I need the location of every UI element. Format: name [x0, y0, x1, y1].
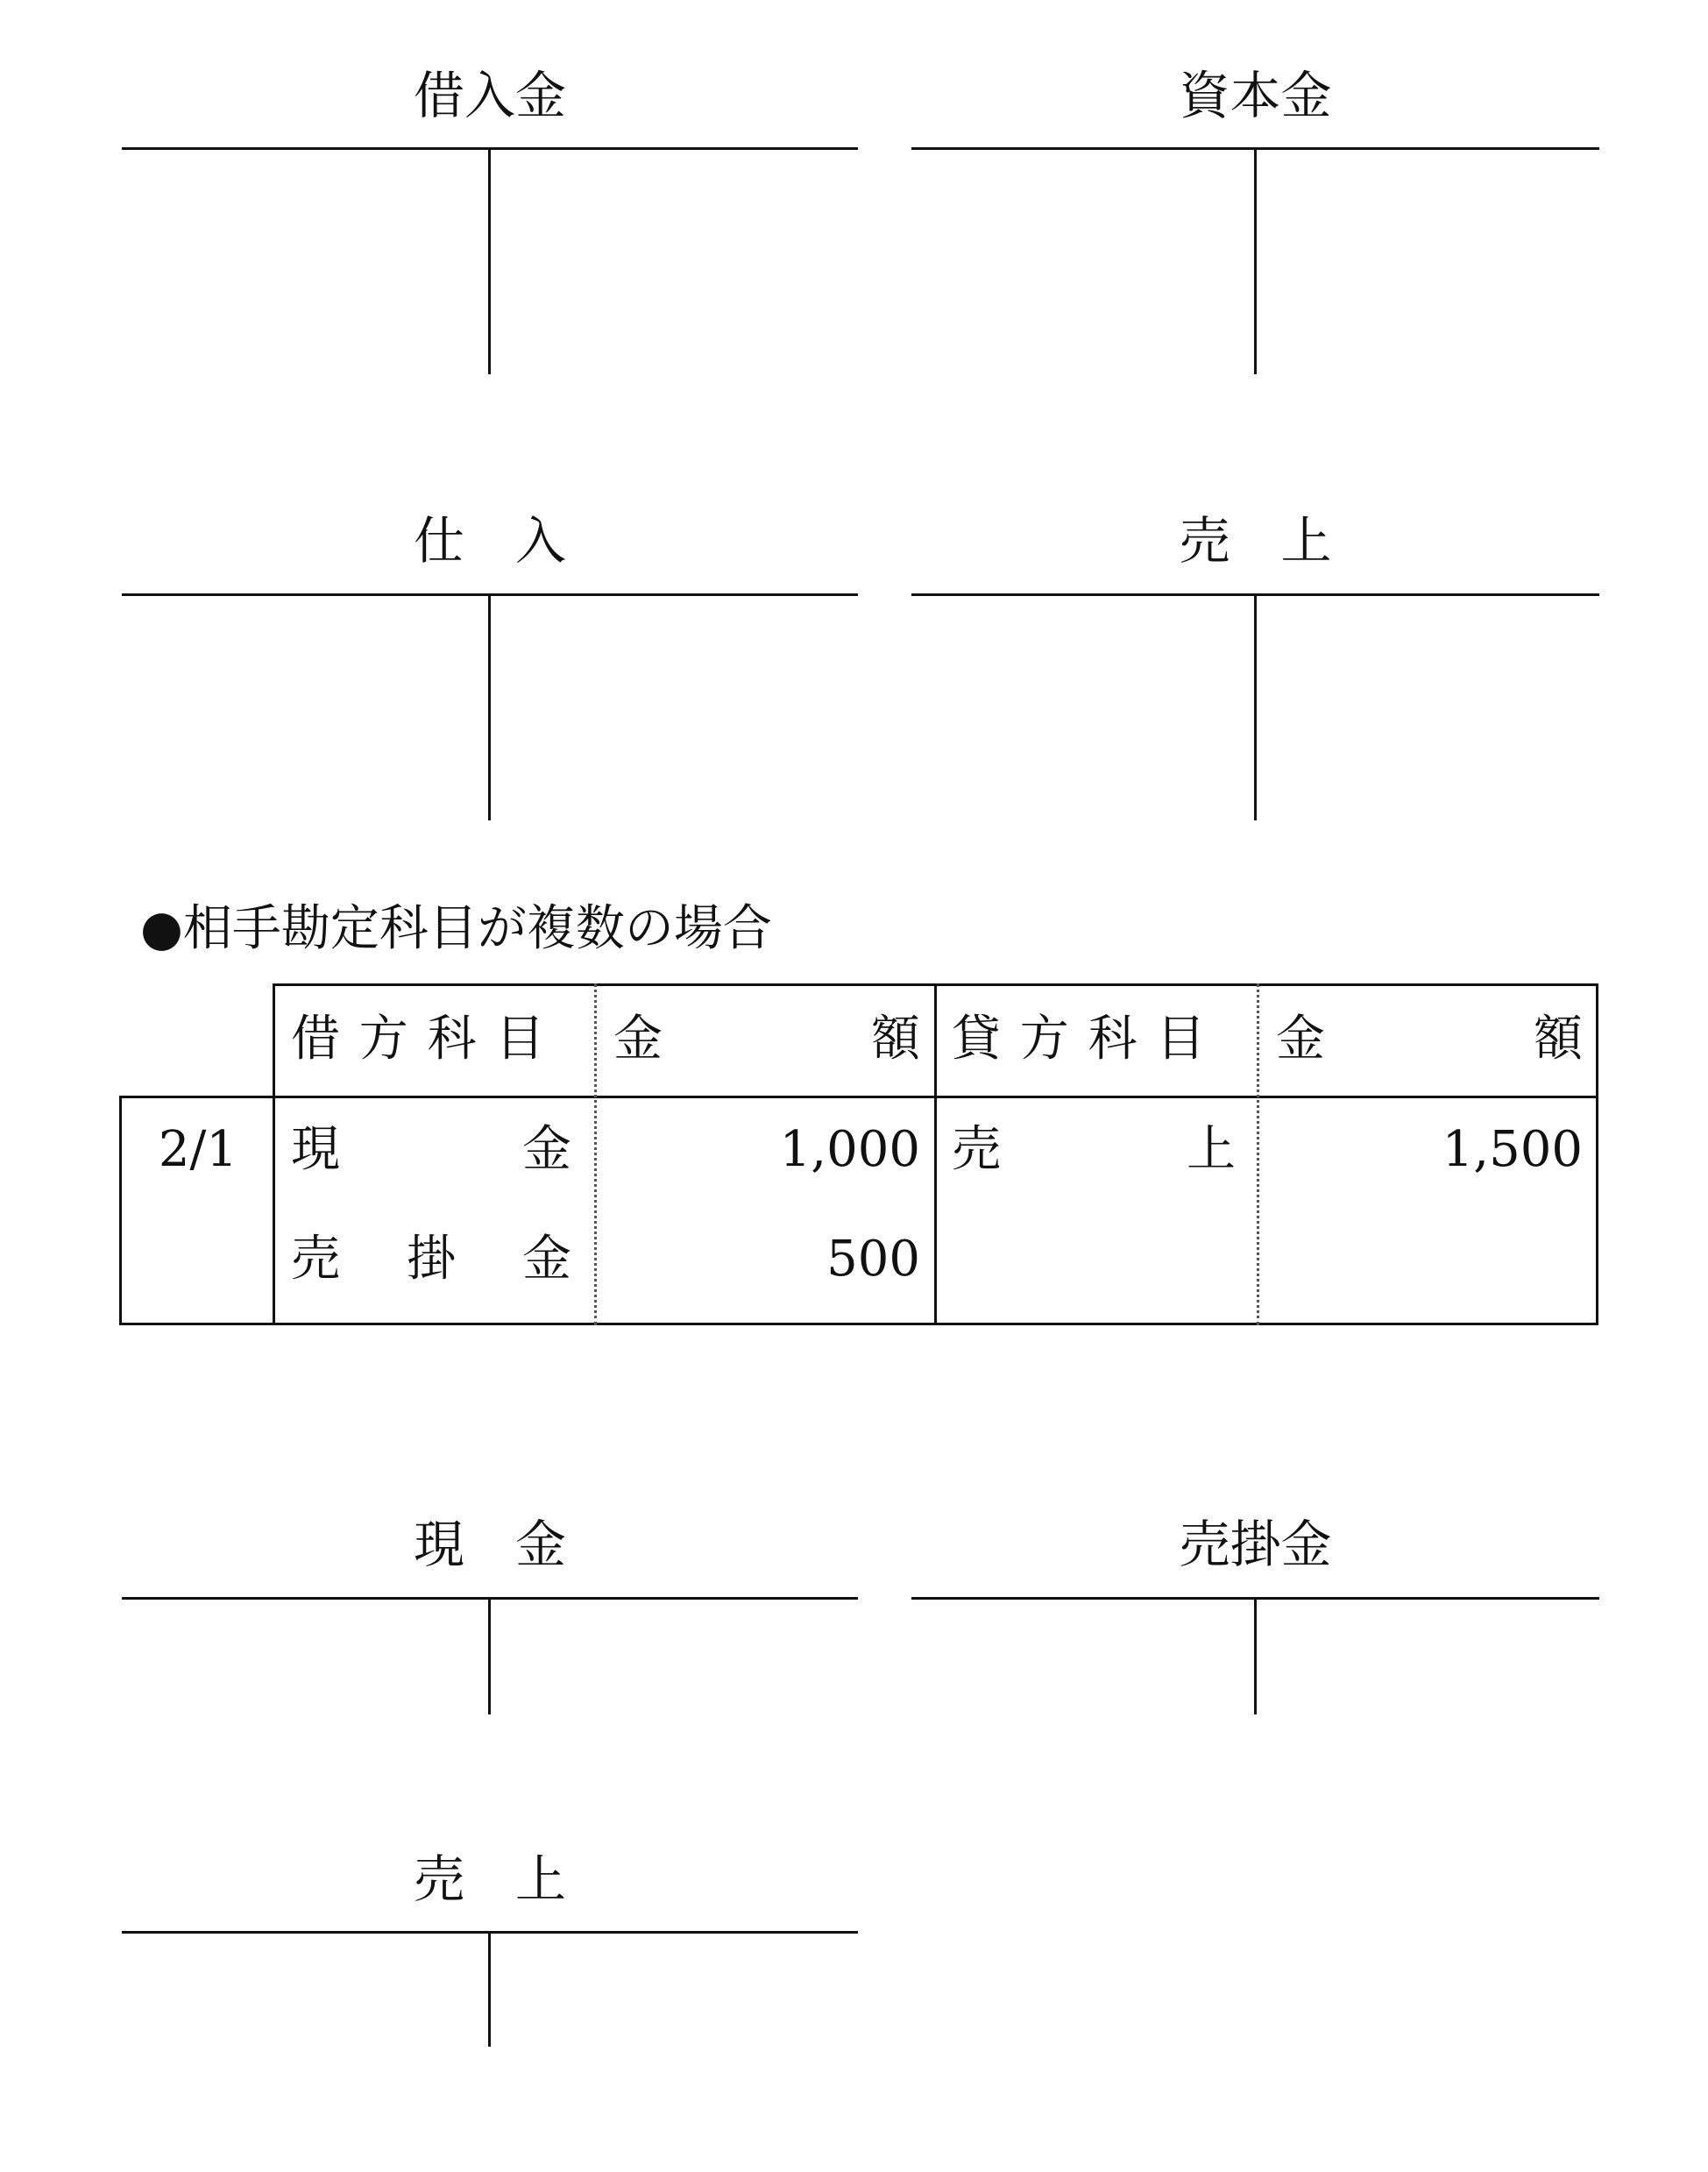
header-credit-amount-left: 金: [1276, 1011, 1325, 1068]
t-account-title: 売 上: [413, 1849, 566, 1909]
t-account-divider: [488, 1599, 491, 1714]
t-account-title: 仕 入: [413, 511, 566, 571]
t-account-divider: [1254, 149, 1257, 374]
debit-account-left: 現: [291, 1121, 340, 1178]
journal-entry-table: [119, 983, 1598, 1325]
t-account-title: 売 上: [1179, 511, 1332, 571]
table-dotted-divider: [594, 983, 597, 1325]
debit-amount: 500: [826, 1231, 920, 1288]
t-account-title: 売掛金: [1179, 1515, 1332, 1574]
t-account-divider: [488, 1933, 491, 2047]
header-credit-account: 貸 方 科 目: [952, 1011, 1208, 1068]
credit-account-left: 売: [952, 1121, 1001, 1178]
t-account-title: 借入金: [413, 66, 566, 125]
debit-amount: 1,000: [779, 1121, 920, 1178]
debit-account-left: 売: [291, 1231, 340, 1288]
t-account-divider: [1254, 1599, 1257, 1714]
debit-account-right: 金: [522, 1121, 571, 1178]
table-border: [934, 983, 937, 1325]
table-border: [1596, 983, 1598, 1325]
t-account-divider: [1254, 595, 1257, 820]
table-dotted-divider: [1257, 983, 1259, 1325]
table-border: [273, 983, 275, 1325]
credit-account-right: 上: [1187, 1121, 1236, 1178]
t-account-divider: [488, 595, 491, 820]
entry-date: 2/1: [158, 1121, 237, 1178]
table-border: [119, 1096, 1598, 1098]
debit-account-mid: 掛: [407, 1231, 456, 1288]
header-credit-amount-right: 額: [1534, 1011, 1583, 1068]
header-debit-amount-left: 金: [613, 1011, 663, 1068]
section-title: ●相手勘定科目が複数の場合: [140, 900, 772, 957]
table-border: [119, 1323, 1598, 1325]
t-account-title: 資本金: [1179, 66, 1332, 125]
credit-amount: 1,500: [1442, 1121, 1583, 1178]
t-account-title: 現 金: [413, 1515, 566, 1574]
debit-account-right: 金: [522, 1231, 571, 1288]
t-account-divider: [488, 149, 491, 374]
header-debit-amount-right: 額: [871, 1011, 920, 1068]
header-debit-account: 借 方 科 目: [291, 1011, 547, 1068]
